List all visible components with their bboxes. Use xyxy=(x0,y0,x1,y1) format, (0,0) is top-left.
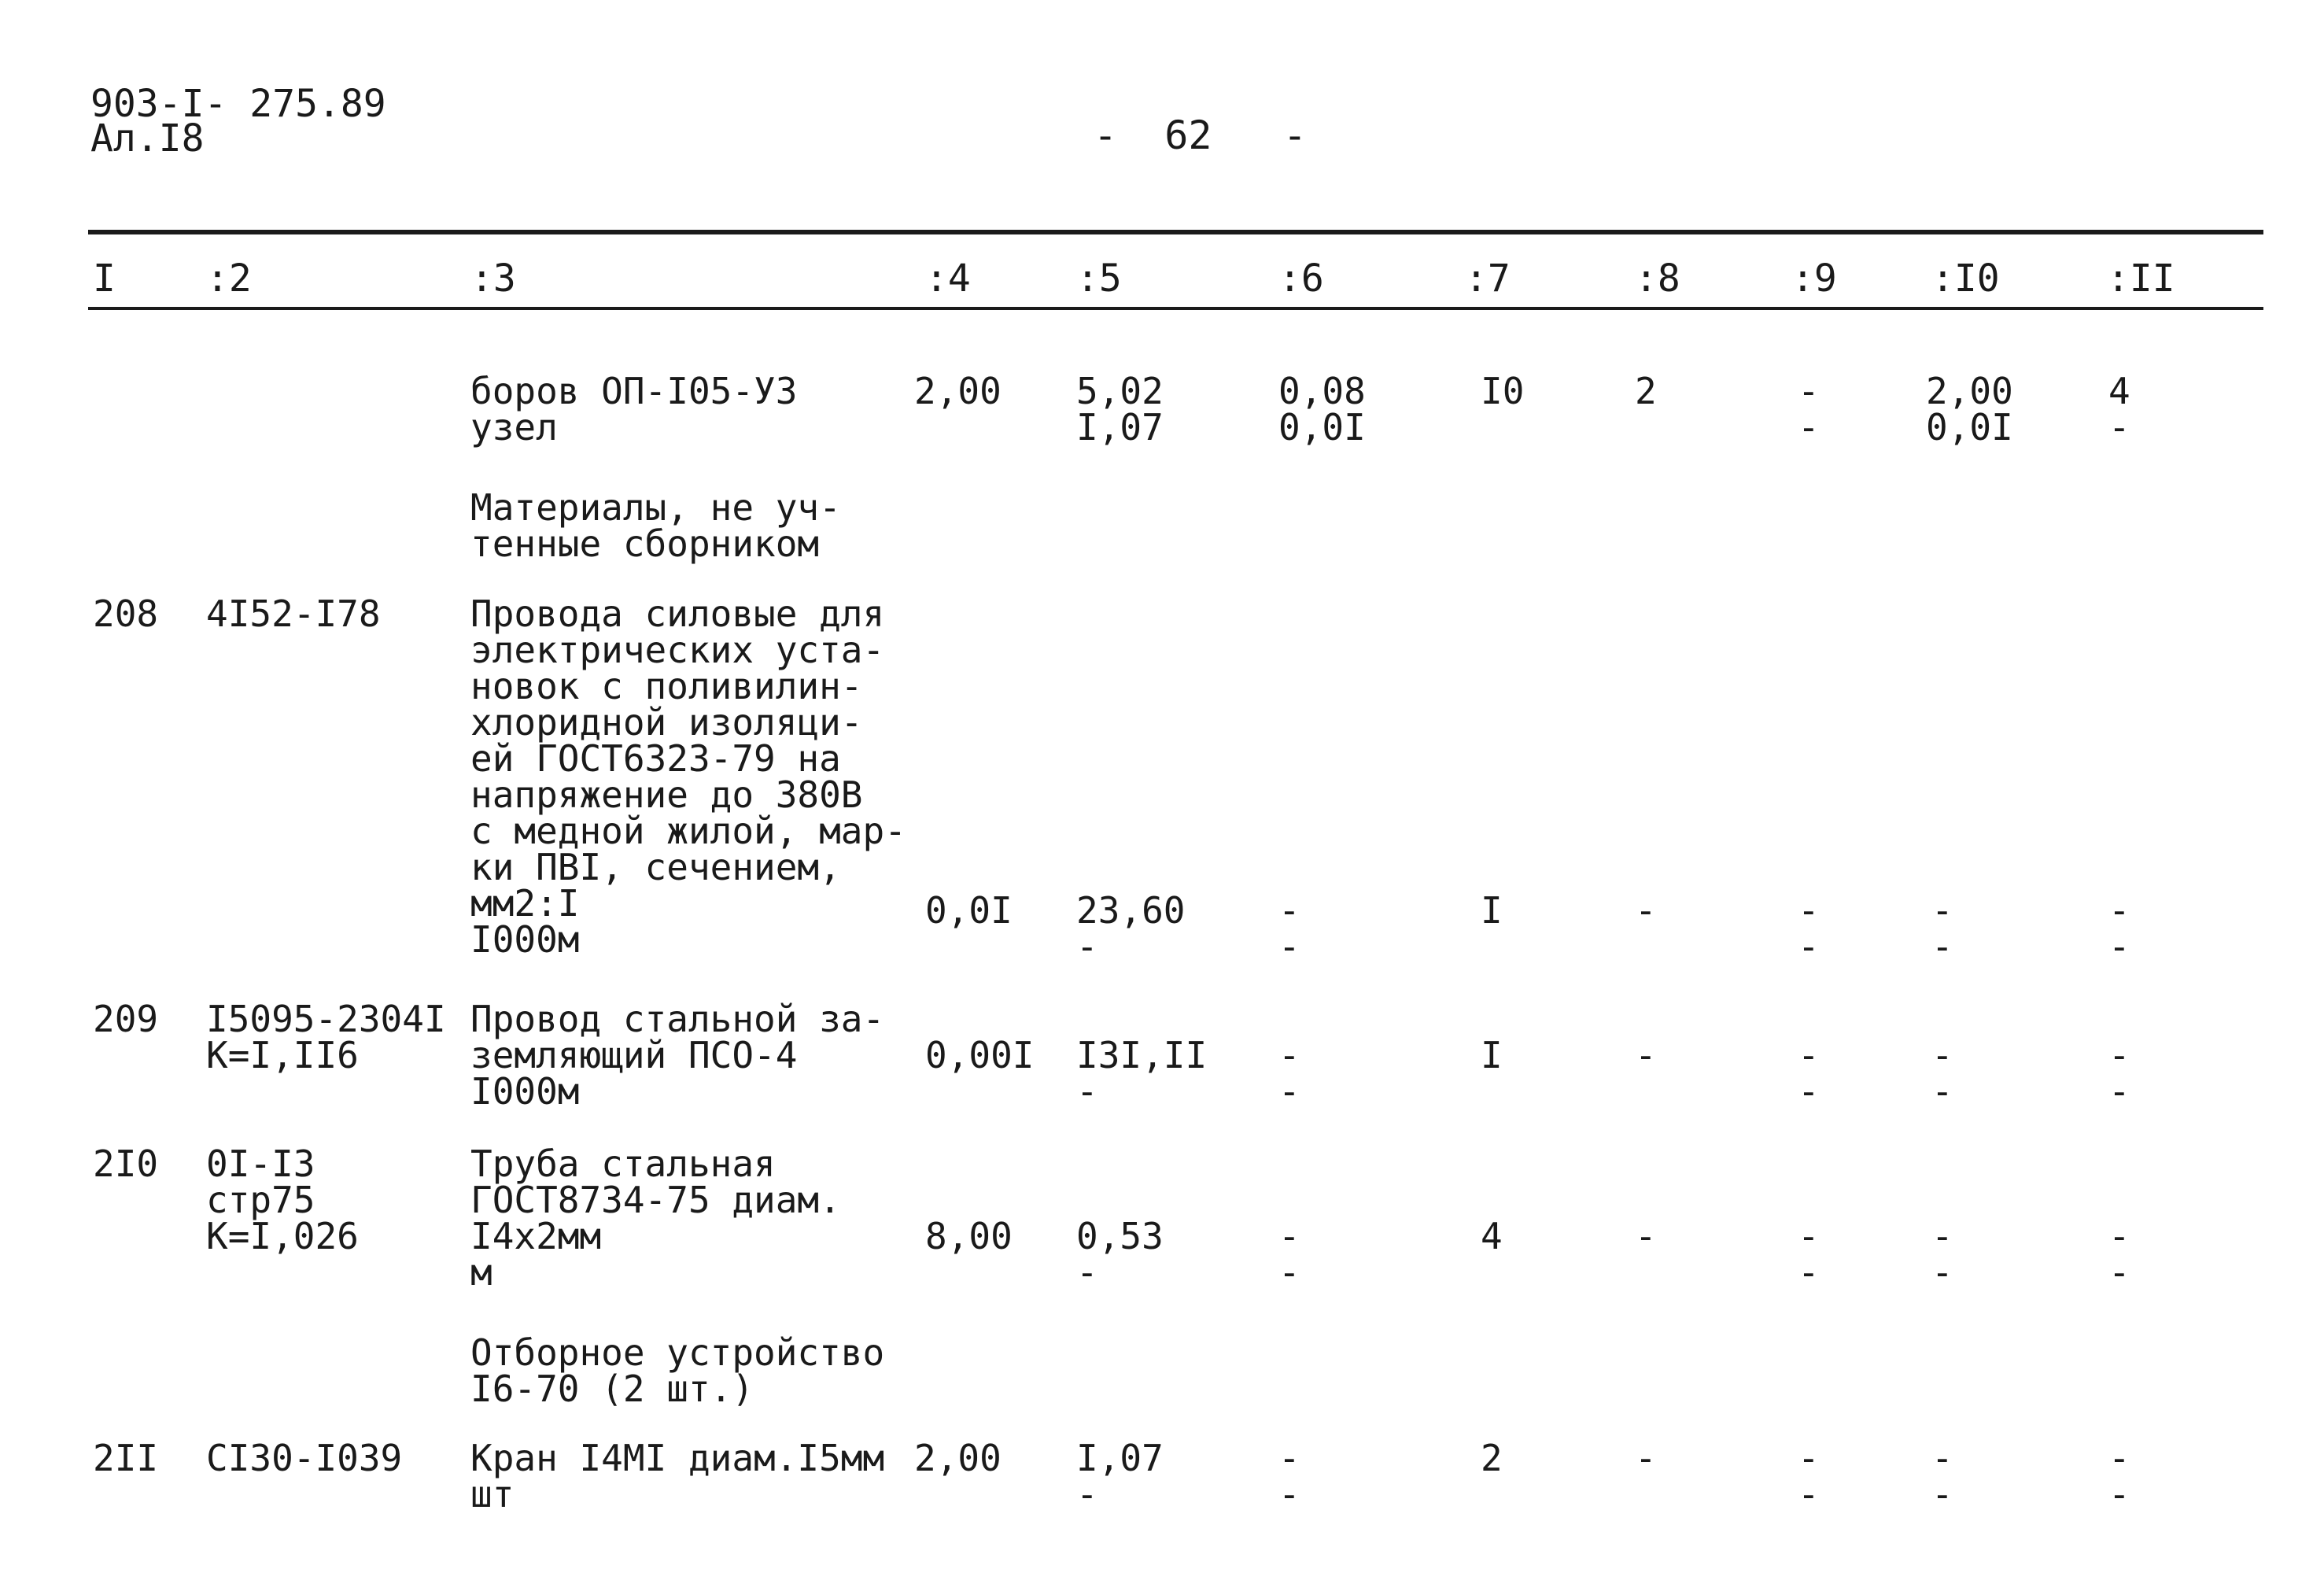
row-col9: - - xyxy=(1798,1034,1820,1113)
row-col7: 2 xyxy=(1481,1437,1503,1479)
row-col9: - - xyxy=(1798,889,1820,968)
row-quantity: 0,00I xyxy=(925,1034,1035,1076)
column-header-7: :7 xyxy=(1465,257,1511,301)
row-col7: 4 xyxy=(1481,1215,1503,1257)
row-code: I5095-2304I К=I,II6 xyxy=(206,998,446,1076)
row-quantity: 2,00 xyxy=(914,370,1002,412)
row-col5: 5,02 I,07 xyxy=(1076,370,1164,449)
row-col8: 2 xyxy=(1635,370,1657,412)
column-header-6: :6 xyxy=(1278,257,1324,301)
row-description: Кран I4МI диам.I5мм шт xyxy=(470,1437,885,1515)
column-header-9: :9 xyxy=(1791,257,1837,301)
row-col10: 2,00 0,0I xyxy=(1926,370,2013,449)
row-col5: 0,53 - xyxy=(1076,1215,1164,1294)
column-header-1: I xyxy=(93,257,116,301)
row-col6: - - xyxy=(1278,1215,1300,1294)
row-number: 2I0 xyxy=(93,1143,159,1185)
row-col9: - - xyxy=(1798,1437,1820,1515)
section-note: Материалы, не уч- тенные сборником xyxy=(470,486,841,565)
row-col5: 23,60 - xyxy=(1076,889,1186,968)
document-code: 903-I- 275.89 Ал.I8 xyxy=(90,82,386,161)
row-col7: I xyxy=(1481,889,1503,932)
row-col11: - - xyxy=(2108,1215,2130,1294)
column-header-3: :3 xyxy=(470,257,516,301)
page-number: - 62 - xyxy=(1094,113,1307,158)
row-code: СI30-I039 xyxy=(206,1437,403,1479)
row-col5: I3I,II - xyxy=(1076,1034,1208,1113)
row-number: 208 xyxy=(93,592,159,635)
row-col6: 0,08 0,0I xyxy=(1278,370,1366,449)
row-col10: - - xyxy=(1931,1034,1953,1113)
column-header-4: :4 xyxy=(925,257,971,301)
column-header-8: :8 xyxy=(1635,257,1680,301)
column-header-2: :2 xyxy=(206,257,252,301)
row-col8: - xyxy=(1635,1034,1657,1076)
row-col11: - - xyxy=(2108,889,2130,968)
row-col7: I0 xyxy=(1481,370,1525,412)
column-header-5: :5 xyxy=(1076,257,1122,301)
row-col6: - - xyxy=(1278,1437,1300,1515)
column-header-10: :I0 xyxy=(1931,257,2000,301)
row-col8: - xyxy=(1635,1215,1657,1257)
row-description: Провод стальной за- земляющий ПСО-4 I000м xyxy=(470,998,885,1113)
row-col5: I,07 - xyxy=(1076,1437,1164,1515)
row-description: Труба стальная ГОСТ8734-75 диам. I4х2мм м xyxy=(470,1143,841,1294)
row-description: боров ОП-I05-УЗ узел xyxy=(470,370,798,449)
row-description: Провода силовые для электрических уста- новок с поливилин- хлоридной изоляци- ей ГОСТ6323-79 на напряжение до 380В с медной жилой, мар- ки ПВI, сечением, мм2:I I000м xyxy=(470,592,906,961)
row-col11: - - xyxy=(2108,1437,2130,1515)
row-col6: - - xyxy=(1278,1034,1300,1113)
column-header-11: :II xyxy=(2107,257,2175,301)
table-top-rule xyxy=(88,230,2263,234)
row-code: 0I-I3 стр75 К=I,026 xyxy=(206,1143,359,1257)
row-number: 2II xyxy=(93,1437,159,1479)
section-note: Отборное устройство I6-70 (2 шт.) xyxy=(470,1331,885,1410)
row-col10: - - xyxy=(1931,1437,1953,1515)
row-col9: - - xyxy=(1798,1215,1820,1294)
row-col10: - - xyxy=(1931,1215,1953,1294)
row-code: 4I52-I78 xyxy=(206,592,381,635)
row-col8: - xyxy=(1635,1437,1657,1479)
row-col8: - xyxy=(1635,889,1657,932)
row-quantity: 8,00 xyxy=(925,1215,1013,1257)
row-col10: - - xyxy=(1931,889,1953,968)
row-col7: I xyxy=(1481,1034,1503,1076)
table-header-rule xyxy=(88,307,2263,310)
row-number: 209 xyxy=(93,998,159,1040)
row-col11: - - xyxy=(2108,1034,2130,1113)
row-col6: - - xyxy=(1278,889,1300,968)
row-col11: 4 - xyxy=(2108,370,2130,449)
row-quantity: 2,00 xyxy=(914,1437,1002,1479)
row-col9: - - xyxy=(1798,370,1820,449)
row-quantity: 0,0I xyxy=(925,889,1013,932)
